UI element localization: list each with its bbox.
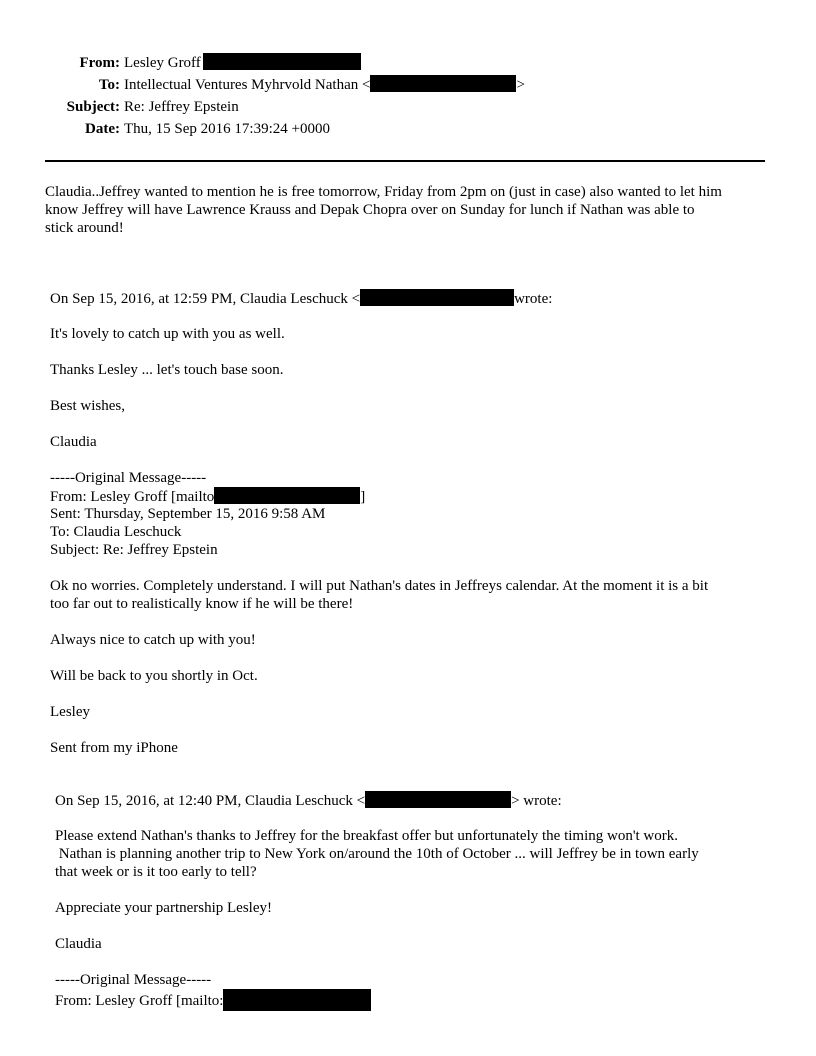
to-value: Intellectual Ventures Myhrvold Nathan <: [124, 77, 371, 93]
reply2-body-line: Nathan is planning another trip to New York on/around the 10th of October ... will Jeffrey be in town early: [55, 846, 699, 862]
header-divider: [45, 160, 765, 162]
reply2-on-line: [55, 791, 562, 810]
reply2-on-before: On Sep 15, 2016, at 12:40 PM, Claudia Leschuck <: [55, 793, 366, 809]
redaction-block: [203, 53, 361, 70]
orig2-separator: -----Original Message-----: [55, 972, 212, 988]
reply1-on-before: On Sep 15, 2016, at 12:59 PM, Claudia Leschuck <: [50, 291, 361, 307]
intro-line: Claudia..Jeffrey wanted to mention he is free tomorrow, Friday from 2pm on (just in case) also wanted to let him: [45, 184, 722, 200]
redaction-block: [360, 289, 514, 306]
reply1-paragraph: Thanks Lesley ... let's touch base soon.: [50, 362, 284, 378]
reply2-paragraph: Appreciate your partnership Lesley!: [55, 900, 272, 916]
intro-paragraph: [45, 183, 722, 237]
from-label: From:: [79, 55, 120, 71]
reply1-on-line: [50, 289, 552, 308]
from-value: Lesley Groff: [124, 55, 201, 71]
reply1-signature: Claudia: [50, 434, 97, 450]
reply2-body-line: Please extend Nathan's thanks to Jeffrey for the breakfast offer but unfortunately the timing won't work.: [55, 828, 679, 844]
redaction-block: [223, 989, 371, 1011]
orig1-separator: -----Original Message-----: [50, 470, 207, 486]
reply2-signature: Claudia: [55, 936, 102, 952]
orig1-paragraph: Will be back to you shortly in Oct.: [50, 668, 258, 684]
intro-line: know Jeffrey will have Lawrence Krauss and Depak Chopra over on Sunday for lunch if Nathan was able to: [45, 202, 695, 218]
orig1-body: [50, 577, 708, 613]
intro-line: stick around!: [45, 220, 124, 236]
date-label: Date:: [85, 121, 120, 137]
header-from-row: [0, 53, 816, 73]
to-close: >: [516, 77, 525, 93]
from-value-wrap: [124, 53, 361, 73]
orig1-sent-from: Sent from my iPhone: [50, 740, 178, 756]
reply1-paragraph: Best wishes,: [50, 398, 125, 414]
orig1-paragraph: Always nice to catch up with you!: [50, 632, 256, 648]
date-value: Thu, 15 Sep 2016 17:39:24 +0000: [124, 121, 330, 137]
reply2-on-after: > wrote:: [511, 793, 562, 809]
to-label: To:: [98, 77, 120, 93]
orig2-from-before: From: Lesley Groff [mailto:: [55, 993, 224, 1009]
header-subject-row: [0, 97, 816, 117]
orig2-from: [55, 989, 371, 1011]
to-value-wrap: [124, 75, 525, 95]
reply1-on-after: wrote:: [514, 291, 553, 307]
header-to-row: [0, 75, 816, 95]
orig1-sent: Sent: Thursday, September 15, 2016 9:58 AM: [50, 506, 326, 522]
redaction-block: [370, 75, 516, 92]
header-date-row: [0, 119, 816, 139]
orig1-subject: Subject: Re: Jeffrey Epstein: [50, 542, 218, 558]
subject-label: Subject:: [66, 99, 120, 115]
orig1-signature: Lesley: [50, 704, 90, 720]
orig1-from: [50, 487, 365, 506]
redaction-block: [365, 791, 511, 808]
orig1-from-before: From: Lesley Groff [mailto: [50, 489, 215, 505]
orig1-to: To: Claudia Leschuck: [50, 524, 182, 540]
reply2-body: [55, 827, 699, 881]
reply1-paragraph: It's lovely to catch up with you as well.: [50, 326, 285, 342]
orig1-body-line: Ok no worries. Completely understand. I will put Nathan's dates in Jeffreys calendar. At the moment it is a bit: [50, 578, 709, 594]
redaction-block: [214, 487, 360, 504]
orig1-body-line: too far out to realistically know if he will be there!: [50, 596, 354, 612]
subject-value: Re: Jeffrey Epstein: [124, 99, 239, 115]
reply2-body-line: that week or is it too early to tell?: [55, 864, 257, 880]
orig1-from-after: ]: [360, 489, 366, 505]
